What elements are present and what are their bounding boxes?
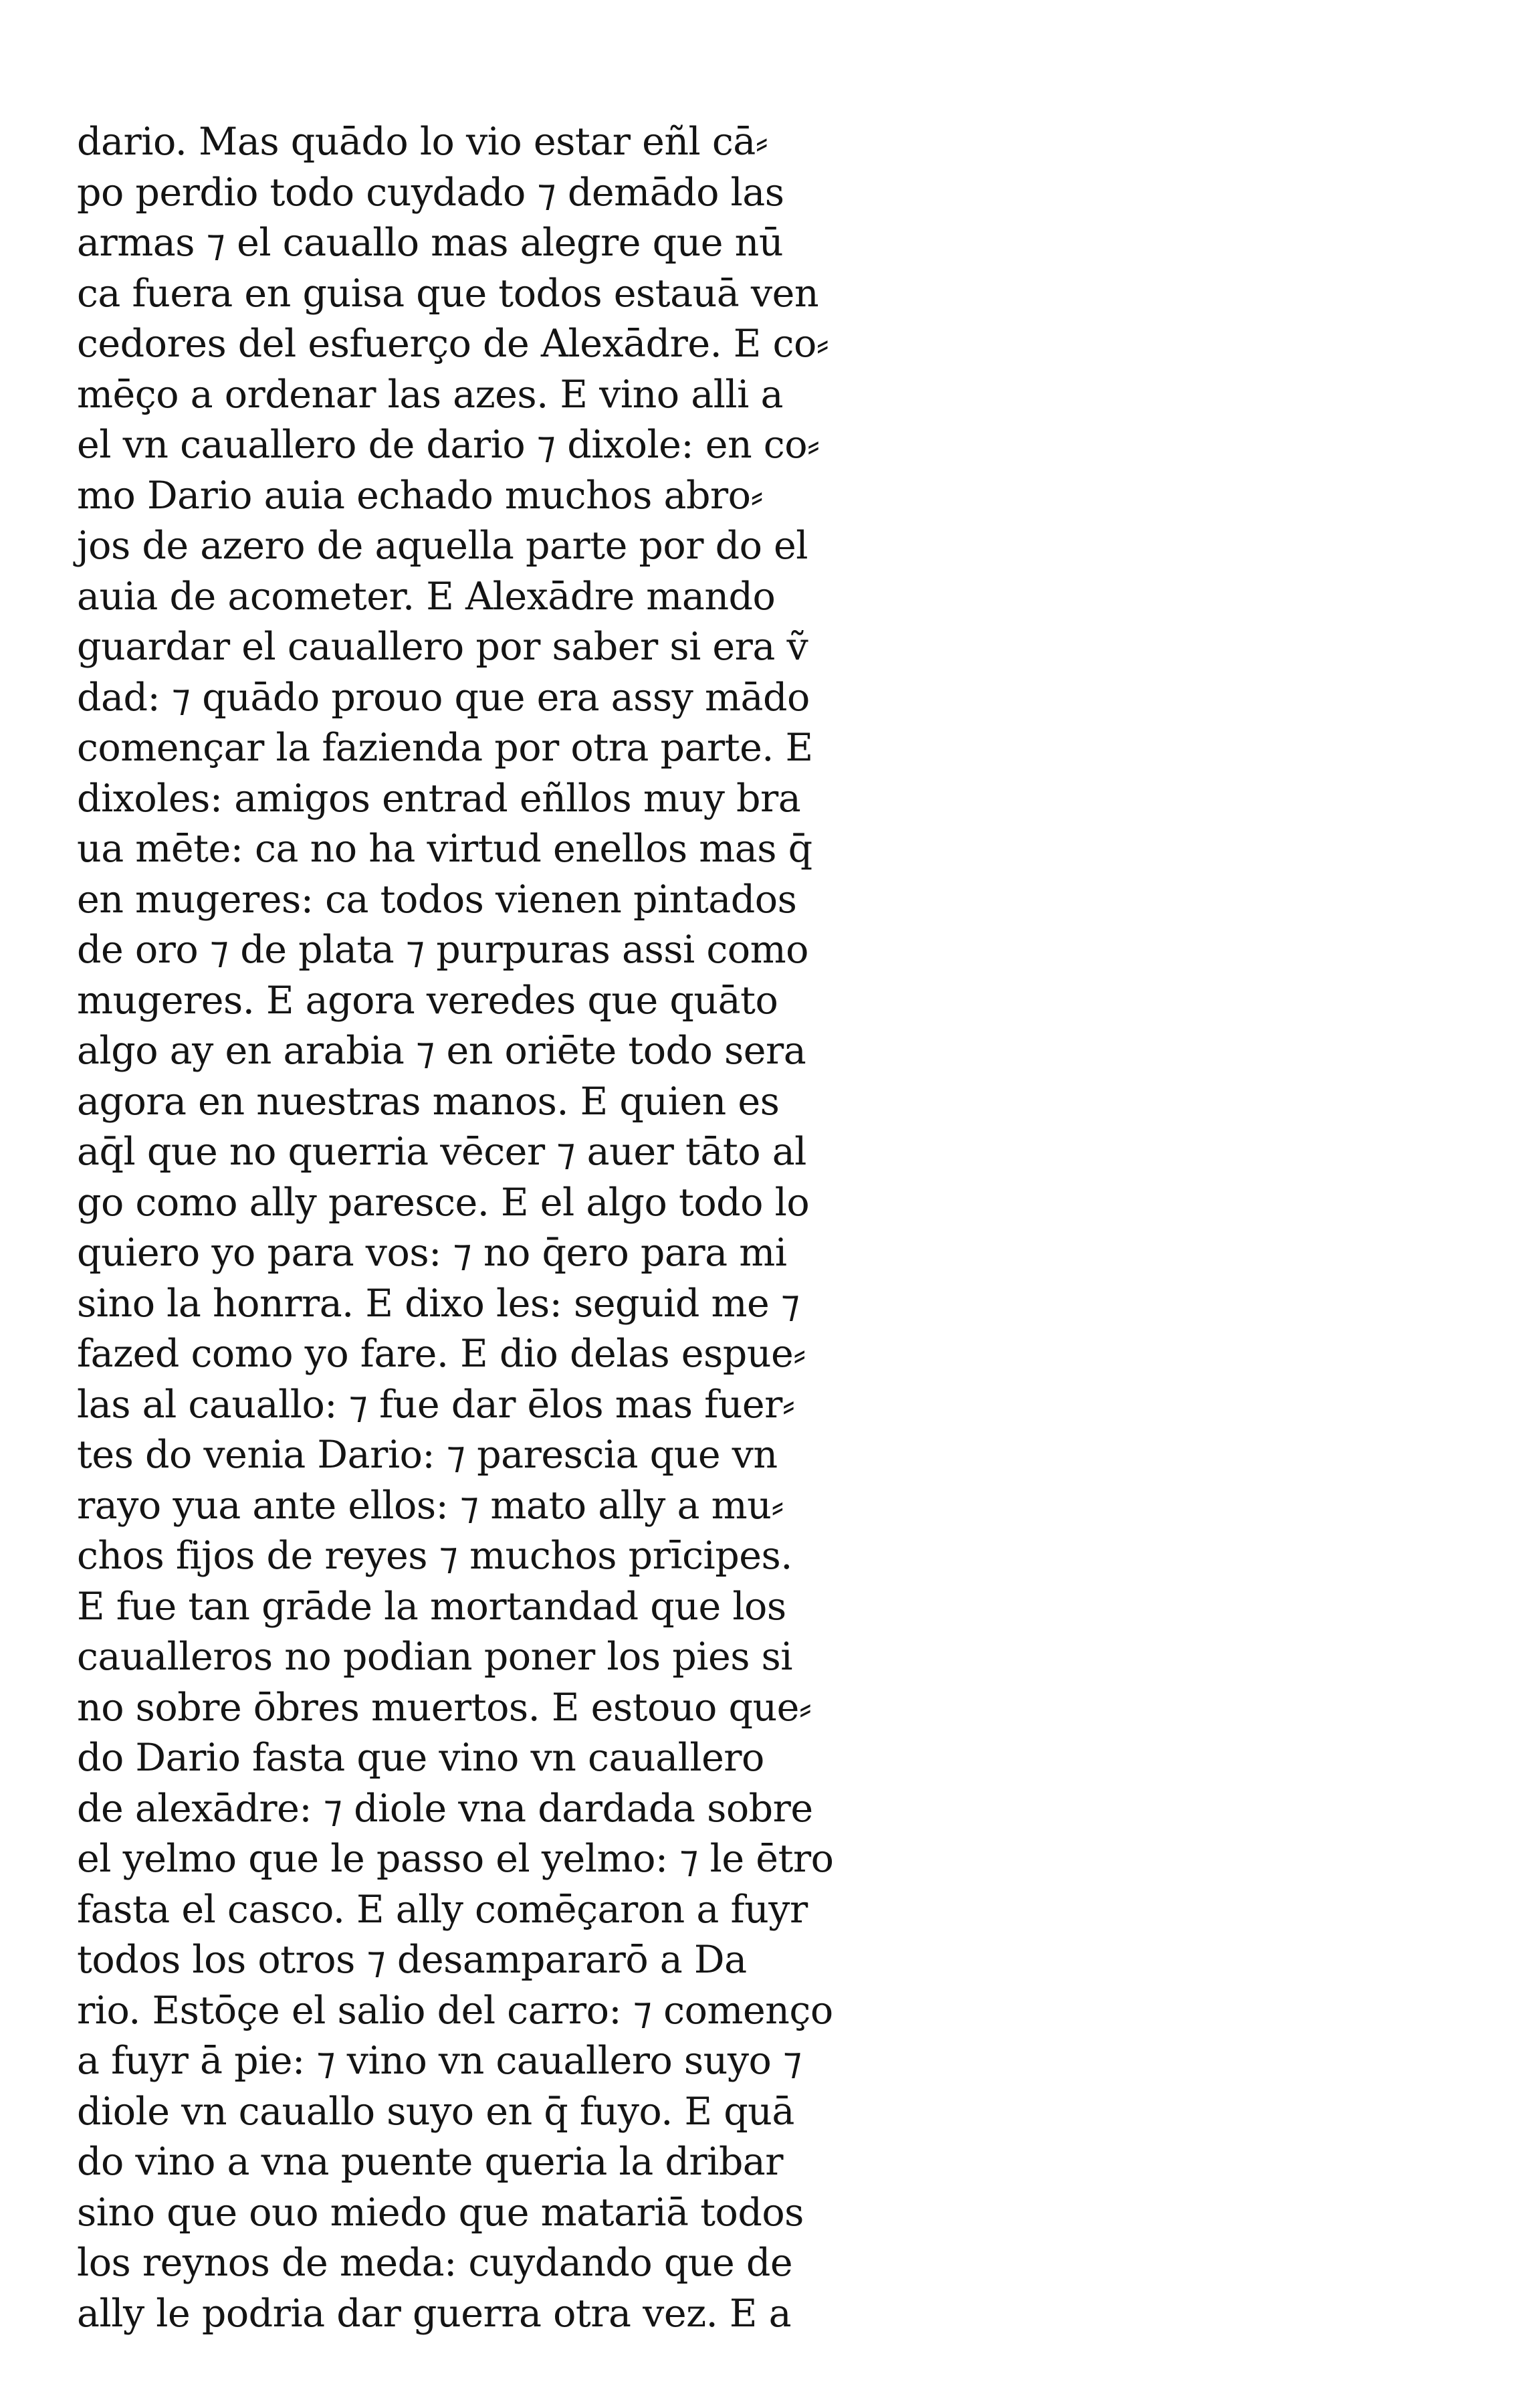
- text-line: ua mēte: ca no ha virtud enellos mas q̄: [77, 827, 812, 871]
- text-line: do Dario fasta que vino vn cauallero: [77, 1736, 764, 1780]
- text-line: dario. Mas quādo lo vio estar eñl cā⸗: [77, 120, 768, 164]
- text-line: los reynos de meda: cuydando que de: [77, 2241, 793, 2285]
- text-line: armas ⁊ el cauallo mas alegre que nū: [77, 221, 784, 265]
- text-line: a fuyr ā pie: ⁊ vino vn cauallero suyo ⁊: [77, 2039, 802, 2083]
- text-line: do vino a vna puente queria la dribar: [77, 2140, 784, 2184]
- text-line: mo Dario auia echado muchos abro⸗: [77, 473, 763, 518]
- text-line: rio. Estōçe el salio del carro: ⁊ començo: [77, 1988, 833, 2033]
- text-line: dixoles: amigos entrad eñllos muy bra: [77, 776, 801, 821]
- text-line: mugeres. E agora veredes que quāto: [77, 978, 778, 1023]
- text-line: algo ay en arabia ⁊ en oriēte todo sera: [77, 1029, 806, 1073]
- text-line: auia de acometer. E Alexādre mando: [77, 574, 776, 619]
- text-line: chos fijos de reyes ⁊ muchos prīcipes.: [77, 1534, 792, 1578]
- text-line: dad: ⁊ quādo prouo que era assy mādo: [77, 675, 810, 720]
- text-line: sino la honrra. E dixo les: seguid me ⁊: [77, 1281, 800, 1326]
- text-line: quiero yo para vos: ⁊ no q̄ero para mi: [77, 1231, 787, 1275]
- text-line: ally le podria dar guerra otra vez. E a: [77, 2291, 792, 2336]
- text-line: todos los otros ⁊ desampararō a Da: [77, 1938, 747, 1982]
- text-line: el vn cauallero de dario ⁊ dixole: en co⸗: [77, 423, 820, 467]
- text-line: jos de azero de aquella parte por do el: [77, 524, 808, 568]
- text-line: las al cauallo: ⁊ fue dar ēlos mas fuer⸗: [77, 1382, 795, 1427]
- text-line: tes do venia Dario: ⁊ parescia que vn: [77, 1433, 778, 1477]
- text-line: cedores del esfuerço de Alexādre. E co⸗: [77, 322, 829, 366]
- text-line: caualleros no podian poner los pies si: [77, 1635, 793, 1679]
- text-line: guardar el cauallero por saber si era ṽ: [77, 625, 808, 669]
- text-line: sino que ouo miedo que matariā todos: [77, 2190, 804, 2235]
- text-line: en mugeres: ca todos vienen pintados: [77, 877, 797, 922]
- text-line: E fue tan grāde la mortandad que los: [77, 1584, 786, 1629]
- text-line: el yelmo que le passo el yelmo: ⁊ le ētro: [77, 1837, 834, 1881]
- text-column: [77, 117, 866, 2339]
- text-line: po perdio todo cuydado ⁊ demādo las: [77, 170, 784, 215]
- text-line: mēço a ordenar las azes. E vino alli a: [77, 372, 783, 417]
- text-line: no sobre ōbres muertos. E estouo que⸗: [77, 1685, 812, 1730]
- text-line: aq̄l que no querria vēcer ⁊ auer tāto al: [77, 1130, 806, 1174]
- text-line: go como ally paresce. E el algo todo lo: [77, 1180, 810, 1225]
- text-line: diole vn cauallo suyo en q̄ fuyo. E quā: [77, 2089, 794, 2134]
- text-line: començar la fazienda por otra parte. E: [77, 726, 813, 770]
- text-line: agora en nuestras manos. E quien es: [77, 1079, 780, 1124]
- text-line: de alexādre: ⁊ diole vna dardada sobre: [77, 1786, 813, 1831]
- text-line: ca fuera en guisa que todos estauā ven: [77, 271, 819, 316]
- text-line: rayo yua ante ellos: ⁊ mato ally a mu⸗: [77, 1483, 784, 1528]
- text-line: fazed como yo fare. E dio delas espue⸗: [77, 1332, 806, 1376]
- text-line: de oro ⁊ de plata ⁊ purpuras assi como: [77, 928, 808, 972]
- text-line: fasta el casco. E ally comēçaron a fuyr: [77, 1887, 808, 1932]
